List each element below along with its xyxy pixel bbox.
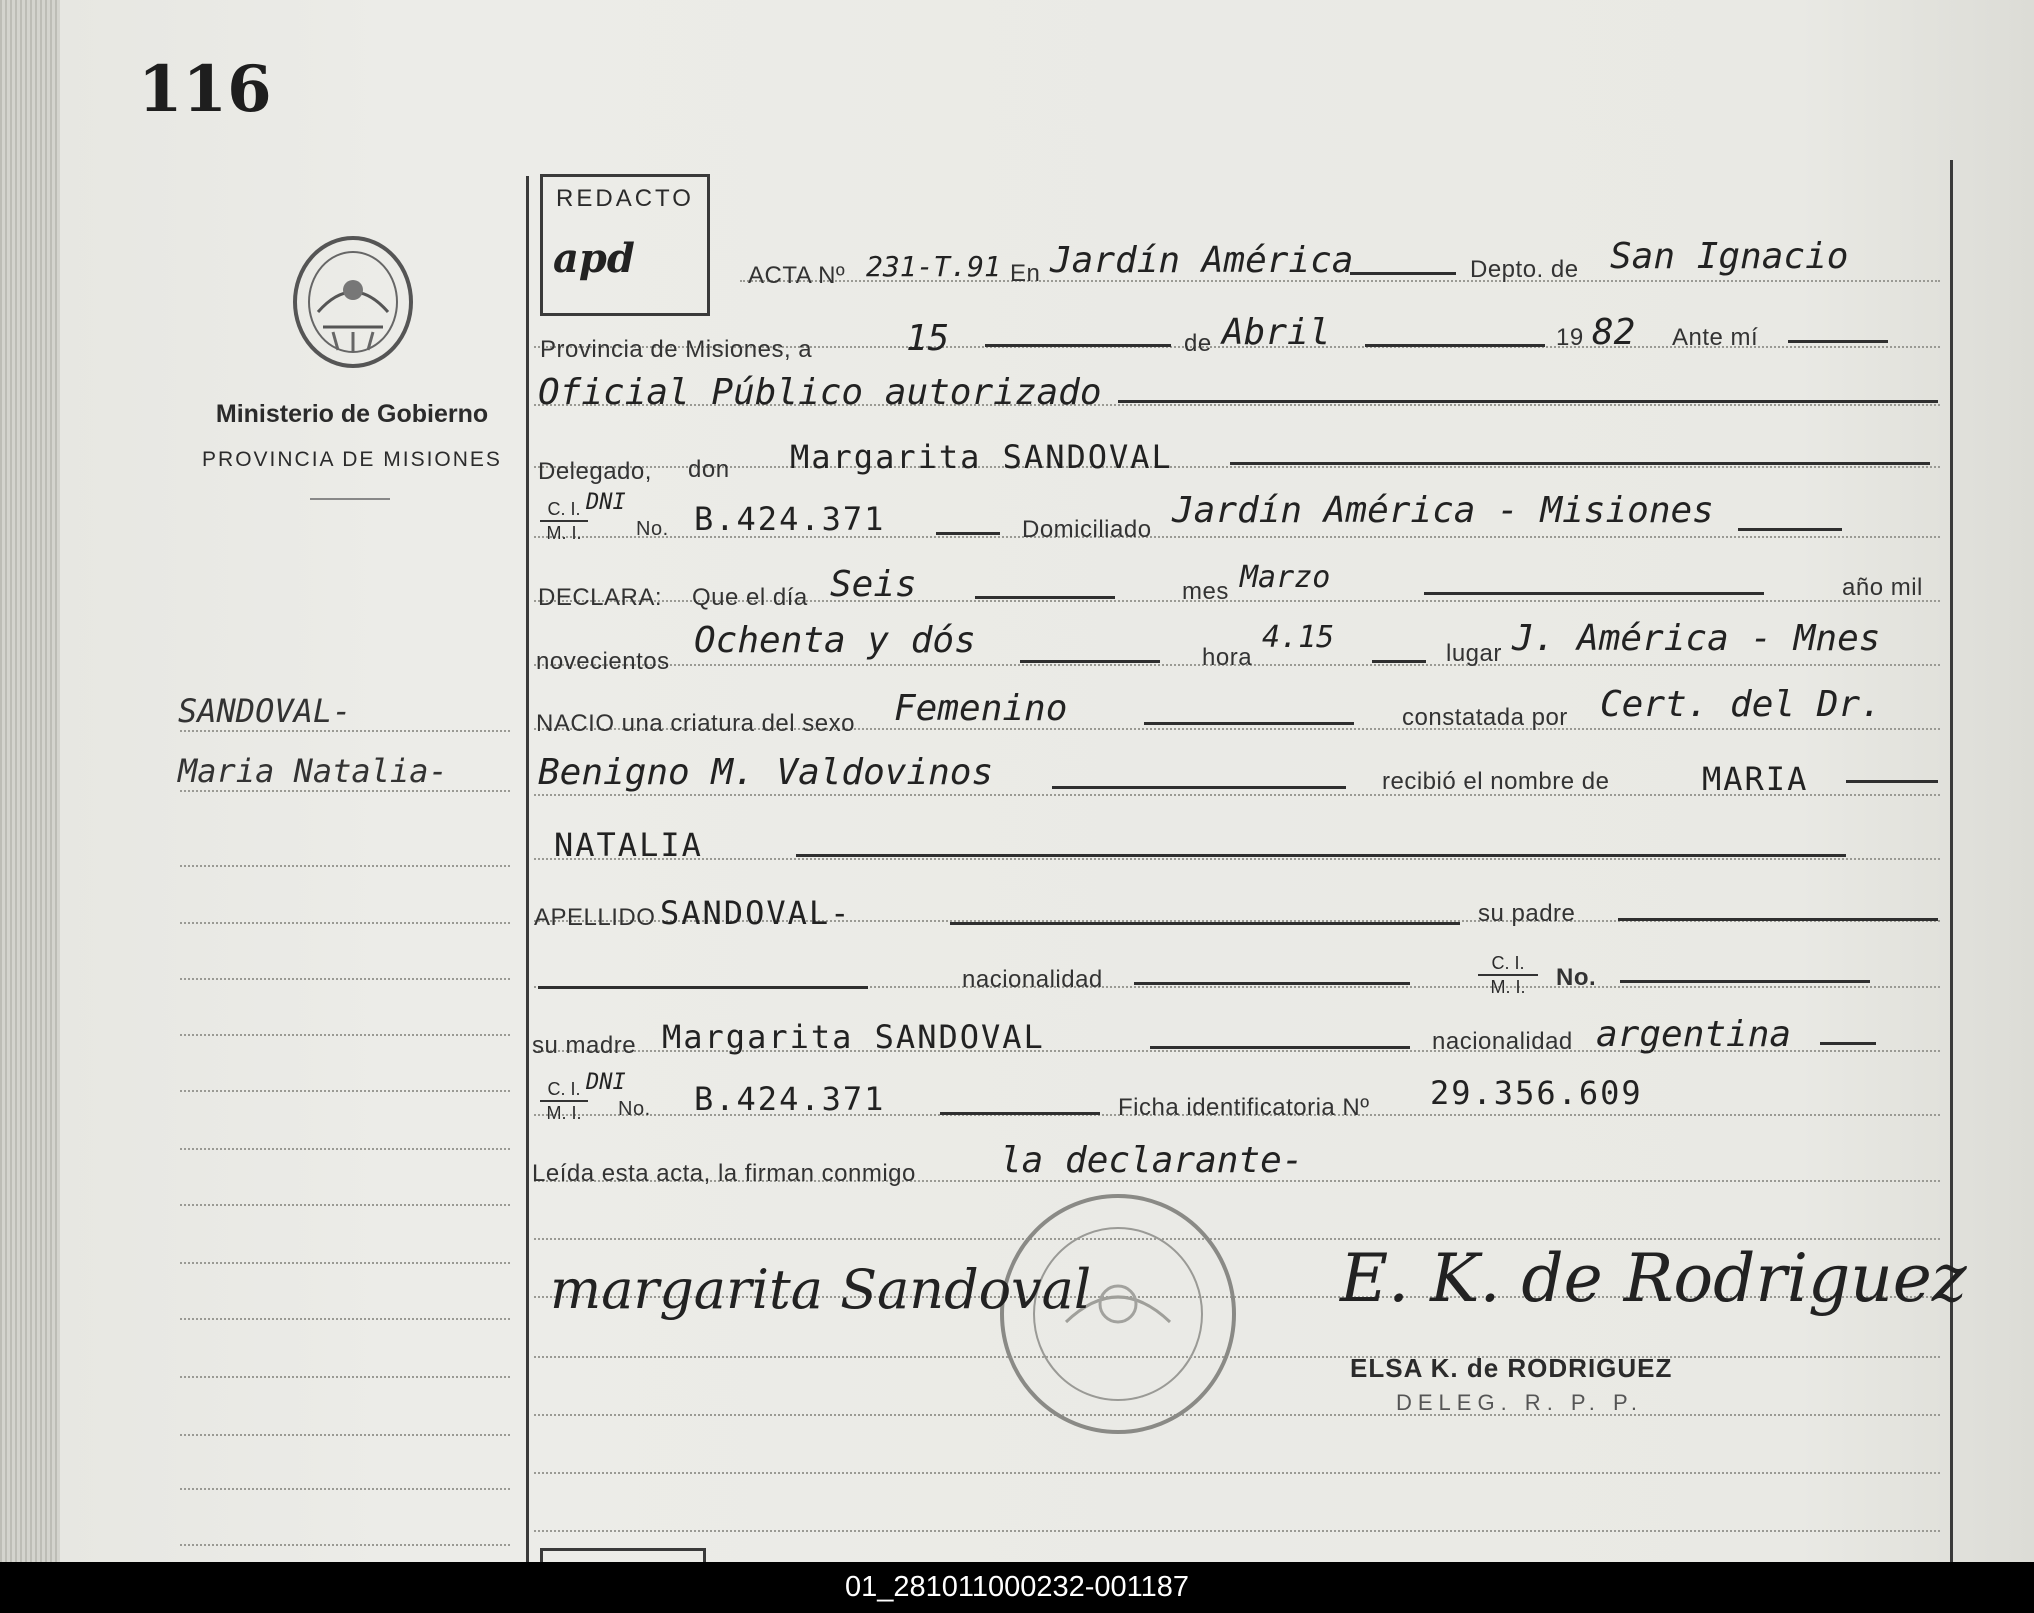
fill-dash (1424, 592, 1764, 595)
novecientos-label: novecientos (536, 648, 670, 675)
name-1-value: MARIA (1702, 760, 1809, 798)
que-dia-label: Que el día (692, 584, 808, 611)
ministry-title: Ministerio de Gobierno (215, 400, 489, 428)
mother-value: Margarita SANDOVAL (662, 1018, 1045, 1056)
officer-value: Oficial Público autorizado (538, 372, 1102, 413)
margin-line (180, 1034, 510, 1036)
padre-doc-fraction (1478, 952, 1538, 998)
fill-dash (936, 532, 1000, 535)
fill-dash (1365, 344, 1545, 347)
domicile-label: Domiciliado (1022, 516, 1152, 543)
fill-dash (1020, 660, 1160, 663)
margin-line (180, 1204, 510, 1206)
surname-value: SANDOVAL- (660, 894, 852, 932)
place-value: Jardín América (1050, 240, 1354, 281)
margin-line (180, 1434, 510, 1436)
name-2-value: NATALIA (554, 826, 703, 864)
en-label: En (1010, 260, 1041, 287)
fill-dash (1118, 400, 1938, 403)
apellido-label: APELLIDO (534, 904, 656, 931)
fill-dash (1372, 660, 1426, 663)
delegado-label: Delegado, (538, 458, 652, 485)
signature-line (534, 1530, 1940, 1532)
margin-line (180, 922, 510, 924)
margin-line (180, 1090, 510, 1092)
declarant-signature: margarita Sandoval (550, 1258, 1092, 1321)
fill-dash (950, 922, 1460, 925)
fill-dash (985, 344, 1171, 347)
province-seal-icon (288, 232, 418, 372)
province-subtitle: PROVINCIA DE MISIONES (202, 448, 502, 471)
fill-dash (1618, 918, 1938, 921)
madre-nationality-label: nacionalidad (1432, 1028, 1573, 1055)
official-signature: E. K. de Rodriguez (1340, 1240, 1967, 1317)
signers-value: la declarante- (1000, 1140, 1304, 1181)
form-frame-right (1950, 160, 1953, 1562)
doc-type-bottom: M. I. (546, 523, 582, 543)
margin-line (180, 1148, 510, 1150)
month-value: Abril (1222, 312, 1331, 353)
ficha-label: Ficha identificatoria Nº (1118, 1094, 1370, 1121)
redacto-initials: apd (553, 235, 635, 282)
footer-bar (0, 1562, 2034, 1613)
year-value: 82 (1592, 312, 1636, 353)
de-label: de (1184, 330, 1212, 357)
redacto-stamp (540, 174, 710, 316)
padre-mi-label: M. I. (1490, 977, 1526, 997)
fill-dash (538, 986, 868, 989)
birth-day-value: Seis (830, 564, 917, 605)
margin-line (180, 1376, 510, 1378)
margin-line (180, 730, 510, 732)
margin-line (180, 1488, 510, 1490)
fill-dash (1134, 982, 1410, 985)
padre-nationality-label: nacionalidad (962, 966, 1103, 993)
margin-line (180, 1544, 510, 1546)
margin-line (180, 1262, 510, 1264)
margin-line (180, 1318, 510, 1320)
year-prefix: 19 (1556, 324, 1584, 351)
mother-nationality-value: argentina (1596, 1014, 1792, 1055)
certified-by-1: Cert. del Dr. (1600, 684, 1882, 725)
doc-type-fraction (540, 498, 588, 544)
doc-number-value: B.424.371 (694, 500, 886, 538)
fill-dash (1738, 528, 1842, 531)
hour-value: 4.15 (1262, 620, 1335, 655)
domicile-value: Jardín América - Misiones (1172, 490, 1714, 531)
mother-doc-number: B.424.371 (694, 1080, 886, 1118)
official-role: DELEG. R. P. P. (1396, 1390, 1643, 1415)
fill-dash (1788, 340, 1888, 343)
footer-id: 01_281011000232-001187 (844, 1571, 1190, 1603)
mother-doc-written: DNI (586, 1070, 626, 1095)
mother-no-label: No. (618, 1098, 651, 1120)
ficha-number: 29.356.609 (1430, 1074, 1643, 1112)
acta-number: 231-T.91 (866, 250, 1001, 283)
fill-dash (1144, 722, 1354, 725)
acta-label: ACTA Nº (748, 262, 846, 289)
lugar-label: lugar (1446, 640, 1502, 667)
day-value: 15 (906, 318, 950, 359)
don-label: don (688, 456, 730, 483)
padre-no-label: No. (1556, 964, 1597, 991)
margin-line (180, 790, 510, 792)
margin-note-name: Maria Natalia- (178, 752, 448, 790)
fill-dash (1820, 1042, 1876, 1045)
fill-dash (975, 596, 1115, 599)
doc-type-written: DNI (586, 490, 626, 515)
nacio-label: NACIO una criatura del sexo (536, 710, 855, 737)
fill-dash (940, 1112, 1100, 1115)
ano-mil-label: año mil (1842, 574, 1923, 601)
margin-line (180, 865, 510, 867)
form-frame-left (526, 176, 529, 1562)
book-edge (0, 0, 60, 1562)
fill-dash (1150, 1046, 1410, 1049)
official-name: ELSA K. de RODRIGUEZ (1350, 1353, 1673, 1383)
declarant-value: Margarita SANDOVAL (790, 438, 1173, 476)
place-of-birth-value: J. América - Mnes (1512, 618, 1881, 659)
birth-month-value: Marzo (1240, 560, 1331, 595)
padre-ci-label: C. I. (1478, 952, 1538, 976)
mother-doc-fraction (540, 1078, 588, 1124)
mes-label: mes (1182, 578, 1229, 605)
doc-type-top: C. I. (540, 498, 588, 522)
province-date-label: Provincia de Misiones, a (540, 336, 813, 363)
fill-dash (796, 854, 1846, 857)
fill-dash (1350, 272, 1456, 275)
page-number: 116 (138, 52, 272, 127)
fill-dash (1052, 786, 1346, 789)
header-rule (310, 498, 390, 500)
padre-label: su padre (1478, 900, 1576, 927)
fill-dash (1620, 980, 1870, 983)
depto-label: Depto. de (1470, 256, 1579, 283)
signature-line (534, 1472, 1940, 1474)
hora-label: hora (1202, 644, 1253, 671)
madre-label: su madre (532, 1032, 637, 1059)
fill-dash (1846, 780, 1938, 783)
depto-value: San Ignacio (1610, 236, 1849, 277)
margin-note-surname: SANDOVAL- (178, 692, 352, 730)
certified-by-2: Benigno M. Valdovinos (538, 752, 994, 793)
birth-year-value: Ochenta y dós (694, 620, 976, 661)
doc-no-label: No. (636, 518, 669, 540)
mother-doc-bottom: M. I. (546, 1103, 582, 1123)
fill-dash (1230, 462, 1930, 465)
leida-label: Leída esta acta, la firman conmigo (532, 1160, 916, 1187)
margin-line (180, 978, 510, 980)
ante-label: Ante mí (1672, 324, 1759, 351)
form-line (534, 466, 1940, 468)
sex-value: Femenino (894, 688, 1068, 729)
constatada-label: constatada por (1402, 704, 1568, 731)
mother-doc-top: C. I. (540, 1078, 588, 1102)
recibio-label: recibió el nombre de (1382, 768, 1610, 795)
redacto-label: REDACTO (556, 185, 694, 212)
declara-label: DECLARA: (538, 584, 663, 611)
form-line (534, 858, 1940, 860)
